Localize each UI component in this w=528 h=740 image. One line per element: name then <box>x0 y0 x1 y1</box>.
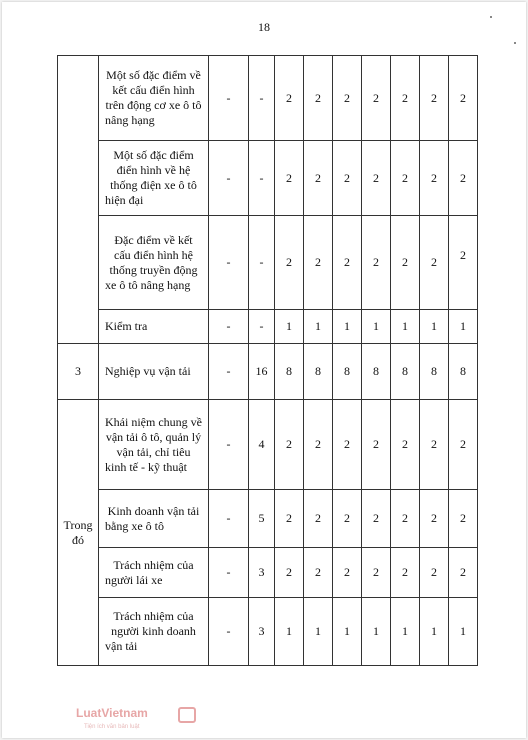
value-cell: 2 <box>362 56 391 141</box>
scan-speck <box>514 42 516 44</box>
value-cell: 2 <box>275 548 304 598</box>
value-cell: 2 <box>304 548 333 598</box>
value-cell: 2 <box>391 216 420 310</box>
value-cell: 2 <box>304 56 333 141</box>
scan-speck <box>490 16 492 18</box>
value-cell: 1 <box>333 598 362 666</box>
value-cell: 1 <box>449 310 478 344</box>
value-cell: 1 <box>391 310 420 344</box>
value-cell: 2 <box>420 141 449 216</box>
value-cell: 1 <box>420 310 449 344</box>
value-cell: - <box>209 548 249 598</box>
value-cell: 2 <box>275 141 304 216</box>
value-cell: 8 <box>304 344 333 400</box>
table-row <box>58 344 478 400</box>
table-row <box>58 548 478 598</box>
watermark-icon <box>178 707 196 723</box>
value-cell: 2 <box>449 490 478 548</box>
value-cell: 2 <box>333 548 362 598</box>
value-cell: 2 <box>420 216 449 310</box>
watermark-tagline: Tiện ích văn bản luật <box>84 724 140 730</box>
value-cell: 4 <box>249 400 275 490</box>
value-cell: - <box>209 310 249 344</box>
value-cell: 2 <box>391 141 420 216</box>
value-cell: 8 <box>391 344 420 400</box>
subject-cell: Khái niệm chung về vận tải ô tô, quản lý vận tải, chỉ tiêu kinh tế - kỹ thuật <box>99 400 209 490</box>
value-cell: 2 <box>449 141 478 216</box>
value-cell: - <box>209 400 249 490</box>
value-cell: 2 <box>275 216 304 310</box>
value-cell: 2 <box>275 400 304 490</box>
value-cell: 1 <box>275 310 304 344</box>
value-cell: 1 <box>362 598 391 666</box>
value-cell: - <box>249 56 275 141</box>
value-cell: 2 <box>362 400 391 490</box>
training-hours-table <box>57 55 478 666</box>
value-cell: 2 <box>449 56 478 141</box>
page-number: 18 <box>258 20 270 34</box>
section-label-cell <box>58 56 99 344</box>
value-cell: 2 <box>275 490 304 548</box>
value-cell: 1 <box>449 598 478 666</box>
value-cell: 2 <box>304 490 333 548</box>
value-cell: 8 <box>420 344 449 400</box>
value-cell: - <box>249 216 275 310</box>
group-label-cell: Trong đó <box>58 400 99 666</box>
value-cell: 2 <box>449 548 478 598</box>
value-cell: 16 <box>249 344 275 400</box>
subject-cell: Một số đặc điểm về kết cấu điển hình trên động cơ xe ô tô nâng hạng <box>99 56 209 141</box>
subject-cell: Nghiệp vụ vận tải <box>99 344 209 400</box>
value-cell: 3 <box>249 598 275 666</box>
table-row <box>58 141 478 216</box>
value-cell: 2 <box>420 490 449 548</box>
subject-cell: Trách nhiệm của người kinh doanh vận tải <box>99 598 209 666</box>
table-row <box>58 598 478 666</box>
value-cell: 2 <box>362 490 391 548</box>
value-cell: 1 <box>333 310 362 344</box>
value-cell: 2 <box>449 216 478 310</box>
value-cell: 2 <box>420 56 449 141</box>
table-row <box>58 216 478 310</box>
value-cell: 1 <box>275 598 304 666</box>
value-cell: 2 <box>420 400 449 490</box>
value-cell: 1 <box>304 598 333 666</box>
value-cell: - <box>209 598 249 666</box>
value-cell: 2 <box>420 548 449 598</box>
value-cell: - <box>209 216 249 310</box>
value-cell: 1 <box>362 310 391 344</box>
table-row <box>58 490 478 548</box>
value-cell: 2 <box>391 490 420 548</box>
value-cell: - <box>209 141 249 216</box>
value-cell: 1 <box>391 598 420 666</box>
subject-cell: Kiểm tra <box>99 310 209 344</box>
value-cell: 8 <box>449 344 478 400</box>
value-cell: 1 <box>304 310 333 344</box>
value-cell: 2 <box>304 400 333 490</box>
value-cell: 8 <box>362 344 391 400</box>
value-cell: 2 <box>275 56 304 141</box>
value-cell: - <box>249 141 275 216</box>
value-cell: 2 <box>333 400 362 490</box>
value-cell: 8 <box>275 344 304 400</box>
value-cell: 2 <box>333 216 362 310</box>
value-cell: 2 <box>304 141 333 216</box>
value-cell: 5 <box>249 490 275 548</box>
value-cell: - <box>209 490 249 548</box>
subject-cell: Một số đặc điểm điển hình về hệ thống điện xe ô tô hiện đại <box>99 141 209 216</box>
value-cell: 2 <box>362 548 391 598</box>
value-cell: 3 <box>249 548 275 598</box>
subject-cell: Kinh doanh vận tải bằng xe ô tô <box>99 490 209 548</box>
value-cell: 2 <box>304 216 333 310</box>
value-cell: 2 <box>362 141 391 216</box>
table-row <box>58 310 478 344</box>
value-cell: 2 <box>391 548 420 598</box>
value-cell: 2 <box>333 141 362 216</box>
value-cell: 2 <box>362 216 391 310</box>
watermark-logo: LuatVietnam <box>76 706 148 720</box>
value-cell: 2 <box>391 56 420 141</box>
value-cell: 2 <box>333 56 362 141</box>
value-cell: 2 <box>449 400 478 490</box>
section-number-cell: 3 <box>58 344 99 400</box>
value-cell: 2 <box>391 400 420 490</box>
table-row <box>58 400 478 490</box>
value-cell: 1 <box>420 598 449 666</box>
value-cell: - <box>209 56 249 141</box>
table-row <box>58 56 478 141</box>
subject-cell: Đặc điểm về kết cấu điển hình hệ thống truyền động xe ô tô nâng hạng <box>99 216 209 310</box>
value-cell: - <box>209 344 249 400</box>
value-cell: - <box>249 310 275 344</box>
subject-cell: Trách nhiệm của người lái xe <box>99 548 209 598</box>
value-cell: 8 <box>333 344 362 400</box>
value-cell: 2 <box>333 490 362 548</box>
